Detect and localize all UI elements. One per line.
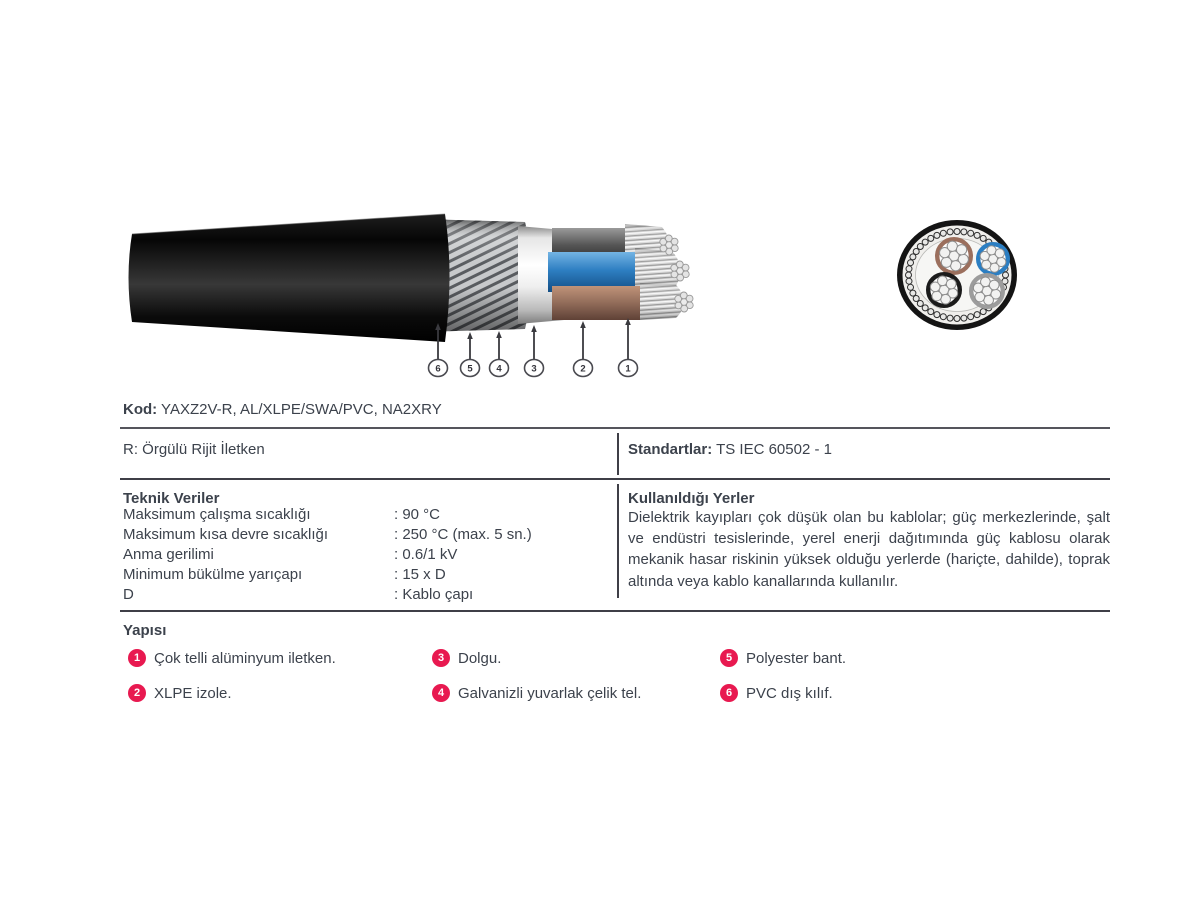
structure-label-3: Dolgu. xyxy=(458,649,502,667)
rule-top xyxy=(120,427,1110,429)
cross-section-svg xyxy=(880,200,1030,350)
tech-label: D xyxy=(123,586,134,603)
callout-5 xyxy=(461,332,480,377)
code-line xyxy=(123,400,442,419)
structure-badge-4: 4 xyxy=(432,684,450,702)
structure-item-3 xyxy=(432,649,501,667)
structure-badge-1: 1 xyxy=(128,649,146,667)
rule-mid xyxy=(120,478,1110,480)
divider-info-row xyxy=(617,433,619,475)
tech-value: : 90 °C xyxy=(394,506,441,523)
code-label: Kod: xyxy=(123,401,158,418)
structure-badge-2: 2 xyxy=(128,684,146,702)
callout-3 xyxy=(525,325,544,377)
structure-badge-3: 3 xyxy=(432,649,450,667)
callout-4-number: 4 xyxy=(496,363,502,375)
conductor-type-text: R: Örgülü Rijit İletken xyxy=(123,441,265,458)
structure-item-6 xyxy=(720,684,833,702)
tech-label: Maksimum çalışma sıcaklığı xyxy=(123,506,311,523)
structure-item-1 xyxy=(128,649,336,667)
tech-label: Anma gerilimi xyxy=(123,546,214,563)
structure-label-1: Çok telli alüminyum iletken. xyxy=(154,649,336,667)
tech-value: : 250 °C (max. 5 sn.) xyxy=(394,526,532,543)
tech-label: Maksimum kısa devre sıcaklığı xyxy=(123,526,329,543)
callout-5-number: 5 xyxy=(467,363,473,375)
code-value: YAXZ2V-R, AL/XLPE/SWA/PVC, NA2XRY xyxy=(157,401,442,418)
tech-value: : 15 x D xyxy=(394,566,446,583)
structure-badge-5: 5 xyxy=(720,649,738,667)
callout-2 xyxy=(574,321,593,377)
tech-value: : Kablo çapı xyxy=(394,586,474,603)
structure-badge-6: 6 xyxy=(720,684,738,702)
standards-value: TS IEC 60502 - 1 xyxy=(712,441,832,458)
callout-1-number: 1 xyxy=(625,363,631,375)
callout-3-number: 3 xyxy=(531,363,537,375)
callout-6-number: 6 xyxy=(435,363,441,375)
structure-label-5: Polyester bant. xyxy=(746,649,847,667)
structure-item-2 xyxy=(128,684,232,702)
callout-4 xyxy=(490,331,509,377)
structure-label-2: XLPE izole. xyxy=(154,684,232,702)
callout-1 xyxy=(619,318,638,377)
technical-title: Teknik Veriler xyxy=(123,490,220,507)
tech-value: : 0.6/1 kV xyxy=(394,546,458,563)
structure-item-5 xyxy=(720,649,846,667)
cores xyxy=(548,224,693,320)
usage-title: Kullanıldığı Yerler xyxy=(628,490,755,507)
cable-3d-svg xyxy=(120,198,700,383)
standards-label: Standartlar: xyxy=(628,441,713,458)
standards-line xyxy=(628,440,832,459)
cable-3d-illustration xyxy=(120,198,700,383)
structure-item-4 xyxy=(432,684,641,702)
structure-title: Yapısı xyxy=(123,622,167,639)
tech-label: Minimum bükülme yarıçapı xyxy=(123,566,303,583)
divider-columns xyxy=(617,484,619,598)
structure-label-6: PVC dış kılıf. xyxy=(746,684,833,702)
callout-2-number: 2 xyxy=(580,363,586,375)
usage-paragraph: Dielektrik kayıpları çok düşük olan bu kablolar; güç merkezlerinde, şalt ve endüstri tesislerinde, yerel enerji dağıtımında güç kablosu olarak mekanik hasar riskinin yüksek olduğu yerlerde (hariçte, dahilde), toprak altında veya kablo kanallarında kullanılır. xyxy=(628,509,1110,590)
cross-section-diagram xyxy=(880,200,1030,350)
rule-bottom xyxy=(120,610,1110,612)
structure-label-4: Galvanizli yuvarlak çelik tel. xyxy=(458,684,642,702)
outer-sheath xyxy=(129,214,450,342)
